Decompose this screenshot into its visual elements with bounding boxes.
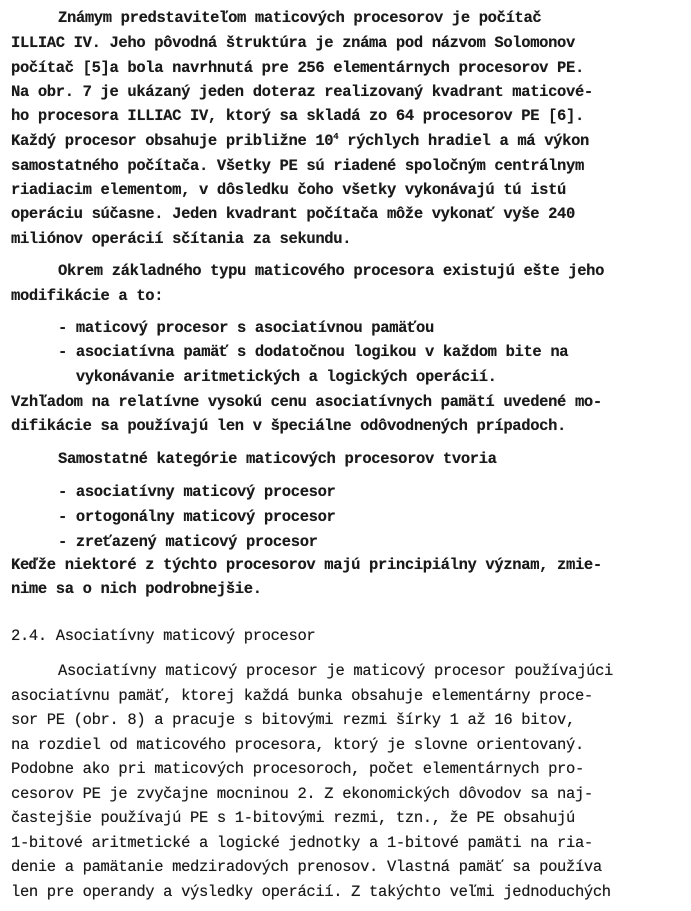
exponent: 4 — [333, 131, 339, 142]
text-line: denie a pamätanie medziradových prenosov. Vlastná pamäť sa používa — [11, 858, 602, 876]
text-line: difikácie sa používajú len v špeciálne odôvodnených prípadoch. — [11, 417, 566, 435]
list-item: - maticový procesor s asociatívnou pamäťou — [58, 319, 434, 337]
text-line: Na obr. 7 je ukázaný jeden doteraz realizovaný kvadrant maticové- — [11, 83, 593, 101]
text-line: 1-bitové aritmetické a logické jednotky a 1-bitové pamäti na ria- — [11, 834, 593, 852]
text-line: ILLIAC IV. Jeho pôvodná štruktúra je známa pod názvom Solomonov — [11, 34, 575, 52]
text-line: samostatného počítača. Všetky PE sú riadené spoločným centrálnym — [11, 157, 584, 175]
text-line: na rozdiel od maticového procesora, ktorý je slovne orientovaný. — [11, 736, 584, 754]
list-item: - asociatívna pamäť s dodatočnou logikou v každom bite na — [58, 343, 569, 361]
section-heading: 2.4. Asociatívny maticový procesor — [11, 627, 316, 645]
text-line-with-exponent — [11, 131, 589, 150]
text-segment: rýchlych hradiel a má výkon — [338, 132, 589, 150]
text-line: Asociatívny maticový procesor je maticový procesor používajúci — [58, 662, 613, 680]
text-line: Keďže niektoré z týchto procesorov majú principiálny význam, zmie- — [11, 556, 602, 574]
text-line: sor PE (obr. 8) a pracuje s bitovými rezmi šírky 1 až 16 bitov, — [11, 711, 575, 729]
text-line: Známym predstaviteľom maticových procesorov je počítač — [58, 9, 542, 27]
text-line: častejšie používajú PE s 1-bitovými rezmi, tzn., že PE obsahujú — [11, 809, 575, 827]
text-line: počítač [5]a bola navrhnutá pre 256 elementárnych procesorov PE. — [11, 59, 584, 77]
list-item-continuation: vykonávanie aritmetických a logických operácií. — [58, 368, 497, 386]
text-line: len pre operandy a výsledky operácií. Z takýchto veľmi jednoduchých — [11, 883, 611, 901]
text-line: Vzhľadom na relatívne vysokú cenu asociatívnych pamätí uvedené mo- — [11, 393, 602, 411]
list-item: - asociatívny maticový procesor — [58, 483, 336, 501]
text-line: riadiacim elementom, v dôsledku čoho všetky vykonávajú tú istú — [11, 181, 566, 199]
text-line: ho procesora ILLIAC IV, ktorý sa skladá zo 64 procesorov PE [6]. — [11, 107, 584, 125]
list-item: - ortogonálny maticový procesor — [58, 508, 336, 526]
text-line: Okrem základného typu maticového procesora existujú ešte jeho — [58, 262, 605, 280]
list-item: - zreťazený maticový procesor — [58, 533, 318, 551]
text-line: asociatívnu pamäť, ktorej každá bunka obsahuje elementárny proce- — [11, 687, 593, 705]
text-line: operáciu súčasne. Jeden kvadrant počítača môže vykonať vyše 240 — [11, 205, 575, 223]
text-line: modifikácie a to: — [11, 287, 164, 305]
text-line: miliónov operácií sčítania za sekundu. — [11, 230, 352, 248]
text-line: cesorov PE je zvyčajne mocninou 2. Z ekonomických dôvodov sa naj- — [11, 785, 593, 803]
text-segment: Každý procesor obsahuje približne 10 — [11, 132, 334, 150]
text-line: Podobne ako pri maticových procesoroch, počet elementárnych pro- — [11, 760, 584, 778]
text-line: Samostatné kategórie maticových procesorov tvoria — [58, 450, 497, 468]
text-line: nime sa o nich podrobnejšie. — [11, 580, 262, 598]
